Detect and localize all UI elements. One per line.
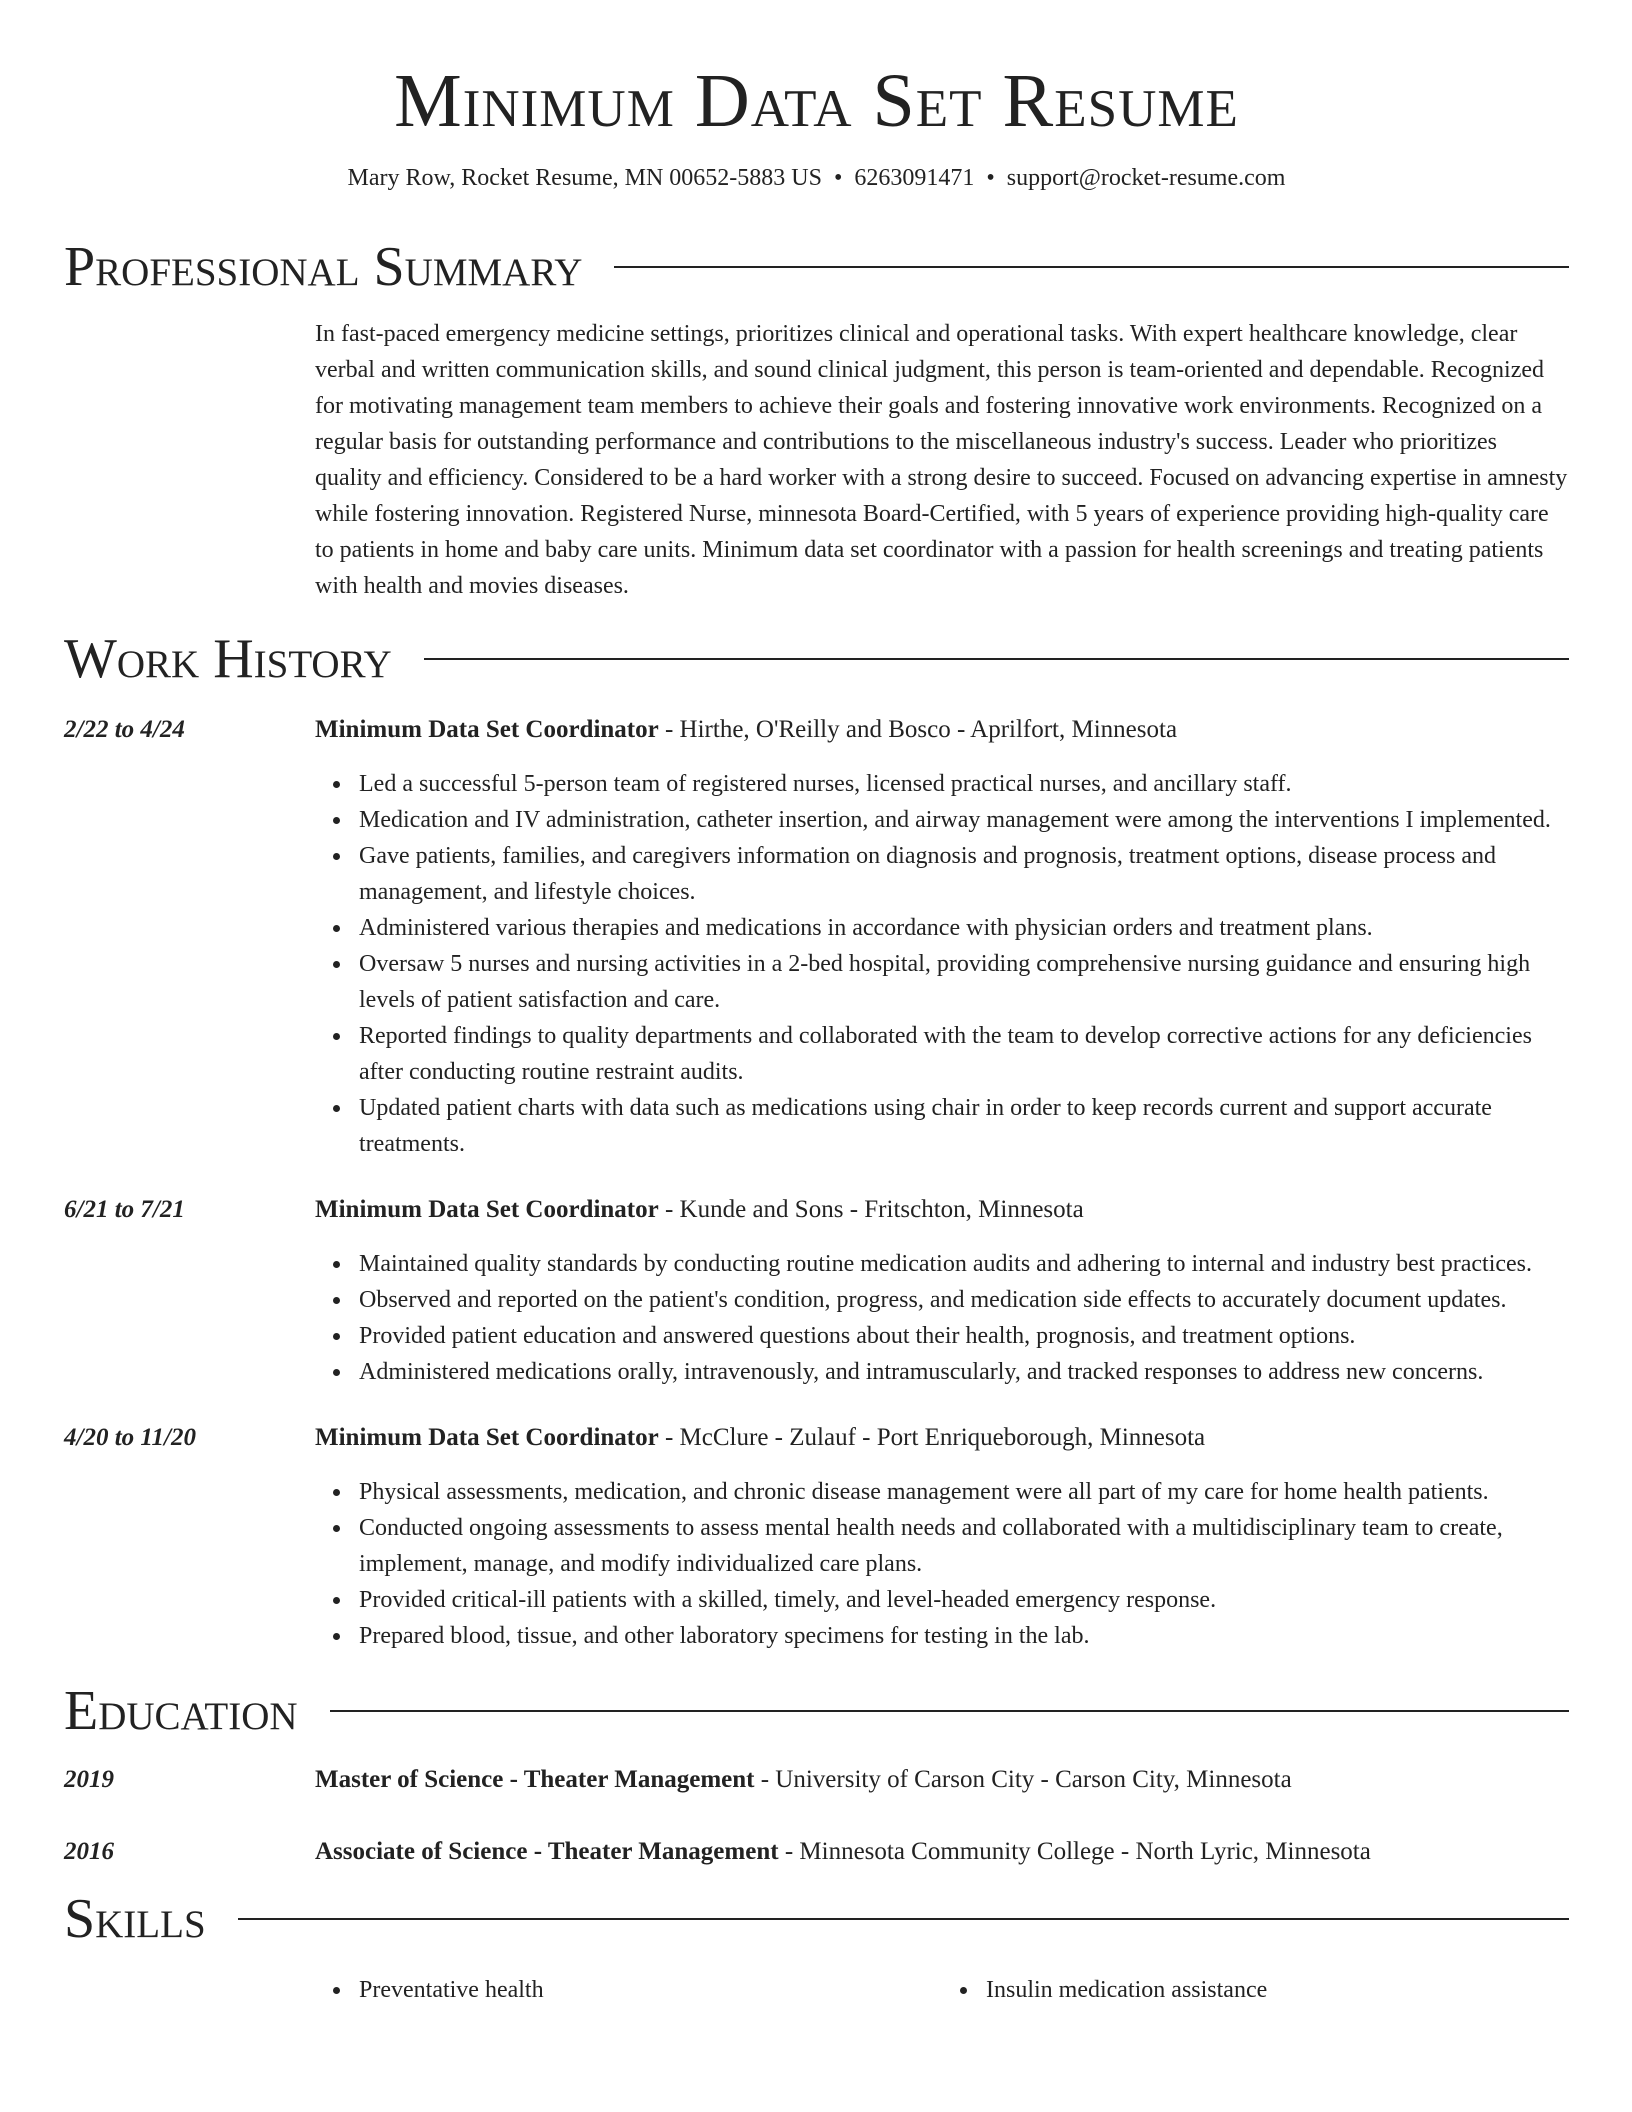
job-entry <box>64 1420 1569 1654</box>
section-header-skills <box>64 1884 1569 1954</box>
job-entry <box>64 712 1569 1162</box>
job-details: - McClure - Zulauf - Port Enriqueborough, Minnesota <box>658 1424 1206 1451</box>
education-degree: Associate of Science - Theater Management <box>315 1838 779 1865</box>
skills-row <box>64 1954 1569 2008</box>
job-dates: 4/20 to 11/20 <box>64 1424 196 1451</box>
job-entry <box>64 1192 1569 1390</box>
section-header-work <box>64 624 1569 694</box>
list-item: Reported findings to quality departments and collaborated with the team to develop corrective actions for any deficiencies after conducting routine restraint audits. <box>359 1018 1569 1090</box>
section-title-work: Work History <box>64 628 392 690</box>
education-entry <box>64 1834 1569 1870</box>
skills-columns <box>315 1972 1569 2008</box>
list-item: Updated patient charts with data such as medications using chair in order to keep records current and support accurate treatments. <box>359 1090 1569 1162</box>
job-body <box>315 712 1569 1162</box>
skills-list-right <box>942 1972 1569 2008</box>
resume-page <box>64 0 1569 2008</box>
education-year: 2016 <box>64 1838 114 1865</box>
education-heading <box>315 1762 1569 1798</box>
job-details: - Hirthe, O'Reilly and Bosco - Aprilfort, Minnesota <box>658 716 1178 743</box>
section-divider <box>238 1918 1569 1920</box>
contact-line <box>64 162 1569 194</box>
list-item: Conducted ongoing assessments to assess mental health needs and collaborated with a multidisciplinary team to create, implement, manage, and modify individualized care plans. <box>359 1510 1569 1582</box>
education-details: - Minnesota Community College - North Lyric, Minnesota <box>778 1838 1371 1865</box>
list-item: Insulin medication assistance <box>986 1972 1569 2008</box>
job-bullets <box>315 766 1569 1162</box>
job-body <box>315 1420 1569 1654</box>
contact-separator: • <box>986 165 995 191</box>
education-entry <box>64 1762 1569 1798</box>
section-divider <box>330 1710 1569 1712</box>
job-bullets <box>315 1474 1569 1654</box>
summary-spacer <box>64 316 315 604</box>
list-item: Gave patients, families, and caregivers information on diagnosis and prognosis, treatment options, disease process and management, and lifestyle choices. <box>359 838 1569 910</box>
section-divider <box>614 266 1569 268</box>
job-heading <box>315 712 1569 748</box>
contact-email: support@rocket-resume.com <box>1006 165 1286 191</box>
list-item: Provided patient education and answered questions about their health, prognosis, and treatment options. <box>359 1318 1569 1354</box>
list-item: Maintained quality standards by conducting routine medication audits and adhering to internal and industry best practices. <box>359 1246 1569 1282</box>
summary-text: In fast-paced emergency medicine settings, prioritizes clinical and operational tasks. With expert healthcare knowledge, clear verbal and written communication skills, and sound clinical judgment, this person is team-oriented and dependable. Recognized for motivating management team members to achieve their goals and fostering innovative work environments. Recognized on a regular basis for outstanding performance and contributions to the miscellaneous industry's success. Leader who prioritizes quality and efficiency. Considered to be a hard worker with a strong desire to succeed. Focused on advancing expertise in amnesty while fostering innovation. Registered Nurse, minnesota Board-Certified, with 5 years of experience providing high-quality care to patients in home and baby care units. Minimum data set coordinator with a passion for health screenings and treating patients with health and movies diseases. <box>315 321 1568 599</box>
education-degree: Master of Science - Theater Management <box>315 1766 755 1793</box>
list-item: Oversaw 5 nurses and nursing activities in a 2-bed hospital, providing comprehensive nursing guidance and ensuring high levels of patient satisfaction and care. <box>359 946 1569 1018</box>
job-title: Minimum Data Set Coordinator <box>315 716 659 743</box>
section-header-summary <box>64 232 1569 302</box>
job-heading <box>315 1420 1569 1456</box>
list-item: Administered various therapies and medications in accordance with physician orders and treatment plans. <box>359 910 1569 946</box>
skills-list-left <box>315 1972 942 2008</box>
skills-body <box>315 1954 1569 2008</box>
list-item: Administered medications orally, intravenously, and intramuscularly, and tracked responses to address new concerns. <box>359 1354 1569 1390</box>
section-divider <box>424 658 1569 660</box>
list-item: Provided critical-ill patients with a skilled, timely, and level-headed emergency response. <box>359 1582 1569 1618</box>
section-title-summary: Professional Summary <box>64 236 583 298</box>
contact-separator: • <box>833 165 843 191</box>
resume-title: Minimum Data Set Resume <box>394 59 1239 143</box>
education-details: - University of Carson City - Carson City, Minnesota <box>754 1766 1292 1793</box>
job-title: Minimum Data Set Coordinator <box>315 1424 659 1451</box>
list-item: Observed and reported on the patient's condition, progress, and medication side effects to accurately document updates. <box>359 1282 1569 1318</box>
job-details: - Kunde and Sons - Fritschton, Minnesota <box>658 1196 1084 1223</box>
section-title-skills: Skills <box>64 1888 206 1950</box>
section-title-education: Education <box>64 1680 298 1742</box>
list-item: Physical assessments, medication, and chronic disease management were all part of my care for home health patients. <box>359 1474 1569 1510</box>
job-body <box>315 1192 1569 1390</box>
list-item: Led a successful 5-person team of registered nurses, licensed practical nurses, and ancillary staff. <box>359 766 1569 802</box>
list-item: Preventative health <box>359 1972 942 2008</box>
list-item: Medication and IV administration, catheter insertion, and airway management were among the interventions I implemented. <box>359 802 1569 838</box>
job-dates: 2/22 to 4/24 <box>64 716 185 743</box>
education-year: 2019 <box>64 1766 114 1793</box>
job-title: Minimum Data Set Coordinator <box>315 1196 659 1223</box>
contact-phone: 6263091471 <box>854 165 975 191</box>
job-heading <box>315 1192 1569 1228</box>
education-heading <box>315 1834 1569 1870</box>
job-dates: 6/21 to 7/21 <box>64 1196 185 1223</box>
section-header-education <box>64 1676 1569 1746</box>
contact-address: Mary Row, Rocket Resume, MN 00652-5883 US <box>347 165 822 191</box>
job-bullets <box>315 1246 1569 1390</box>
summary-row <box>64 316 1569 604</box>
skills-spacer <box>64 1954 315 2008</box>
list-item: Prepared blood, tissue, and other laboratory specimens for testing in the lab. <box>359 1618 1569 1654</box>
